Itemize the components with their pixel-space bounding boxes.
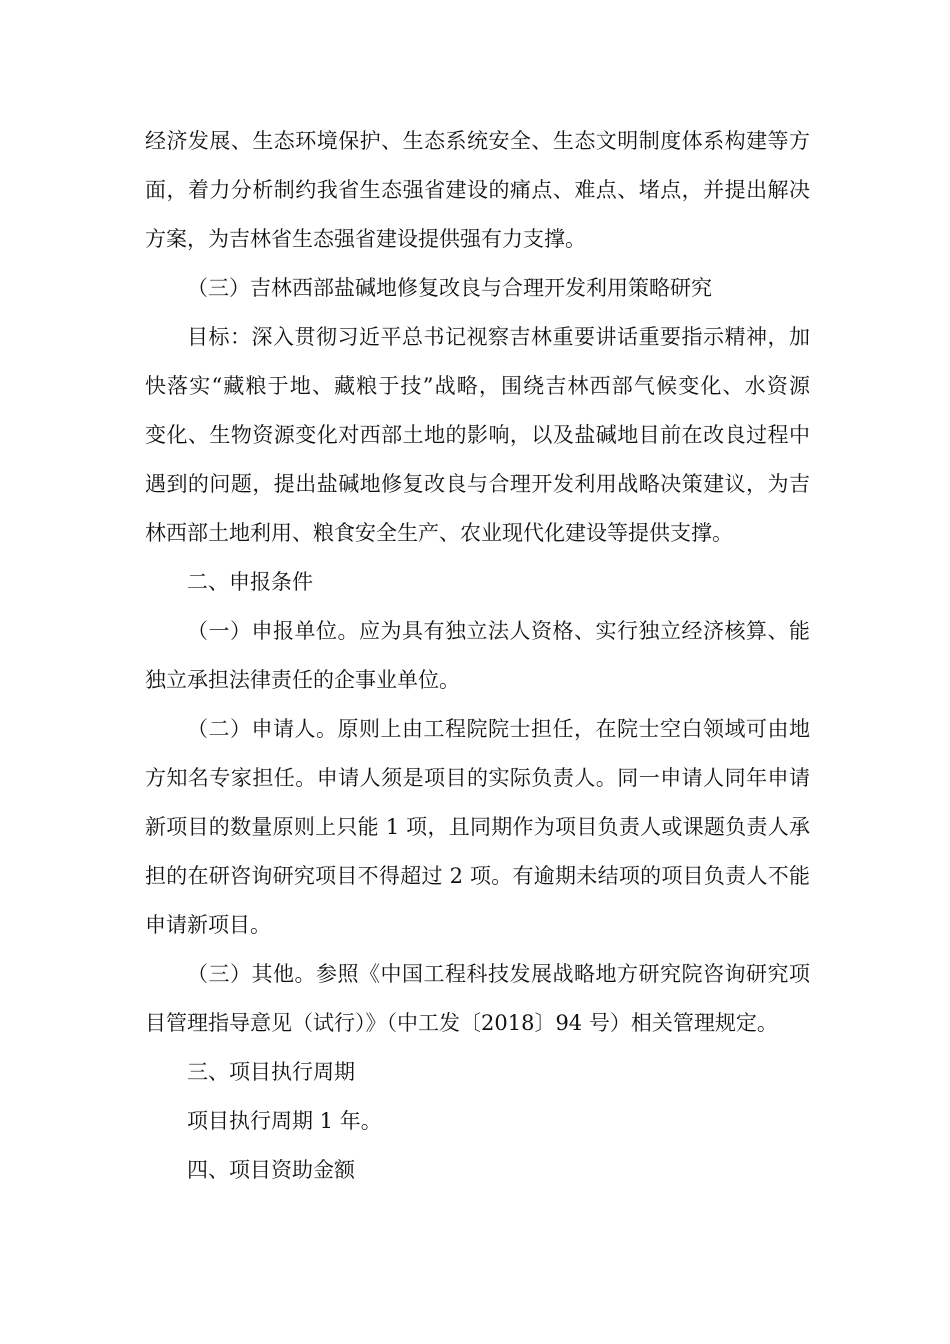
paragraph-line: （一）申报单位。应为具有独立法人资格、实行独立经济核算、能 bbox=[187, 619, 810, 643]
paragraph-line: 变化、生物资源变化对西部土地的影响，以及盐碱地目前在改良过程中 bbox=[145, 423, 810, 447]
paragraph-line: 林西部土地利用、粮食安全生产、农业现代化建设等提供支撑。 bbox=[145, 521, 733, 545]
paragraph-line: 目管理指导意见（试行）》（中工发〔2018〕94 号）相关管理规定。 bbox=[145, 1011, 778, 1035]
paragraph-line: 申请新项目。 bbox=[145, 913, 271, 937]
paragraph-line: （二）申请人。原则上由工程院院士担任，在院士空白领域可由地 bbox=[187, 717, 810, 741]
paragraph-line: 独立承担法律责任的企事业单位。 bbox=[145, 668, 460, 692]
paragraph-line: 担的在研咨询研究项目不得超过 2 项。有逾期未结项的项目负责人不能 bbox=[145, 864, 810, 888]
section-heading: （三）吉林西部盐碱地修复改良与合理开发利用策略研究 bbox=[187, 276, 712, 300]
paragraph-line: 新项目的数量原则上只能 1 项，且同期作为项目负责人或课题负责人承 bbox=[145, 815, 810, 839]
document-body bbox=[145, 117, 810, 1195]
section-heading: 四、项目资助金额 bbox=[187, 1158, 355, 1182]
paragraph-line: 方案，为吉林省生态强省建设提供强有力支撑。 bbox=[145, 227, 586, 251]
paragraph-line: 目标：深入贯彻习近平总书记视察吉林重要讲话重要指示精神，加 bbox=[187, 325, 810, 349]
paragraph-line: 经济发展、生态环境保护、生态系统安全、生态文明制度体系构建等方 bbox=[145, 129, 810, 153]
section-heading: 三、项目执行周期 bbox=[187, 1060, 355, 1084]
paragraph-line: 项目执行周期 1 年。 bbox=[187, 1109, 382, 1133]
paragraph-line: （三）其他。参照《中国工程科技发展战略地方研究院咨询研究项 bbox=[187, 962, 810, 986]
paragraph-line: 遇到的问题，提出盐碱地修复改良与合理开发利用战略决策建议，为吉 bbox=[145, 472, 810, 496]
paragraph-line: 面，着力分析制约我省生态强省建设的痛点、难点、堵点，并提出解决 bbox=[145, 178, 810, 202]
paragraph-line: 快落实“藏粮于地、藏粮于技”战略，围绕吉林西部气候变化、水资源 bbox=[145, 374, 810, 398]
section-heading: 二、申报条件 bbox=[187, 570, 313, 594]
paragraph-line: 方知名专家担任。申请人须是项目的实际负责人。同一申请人同年申请 bbox=[145, 766, 810, 790]
